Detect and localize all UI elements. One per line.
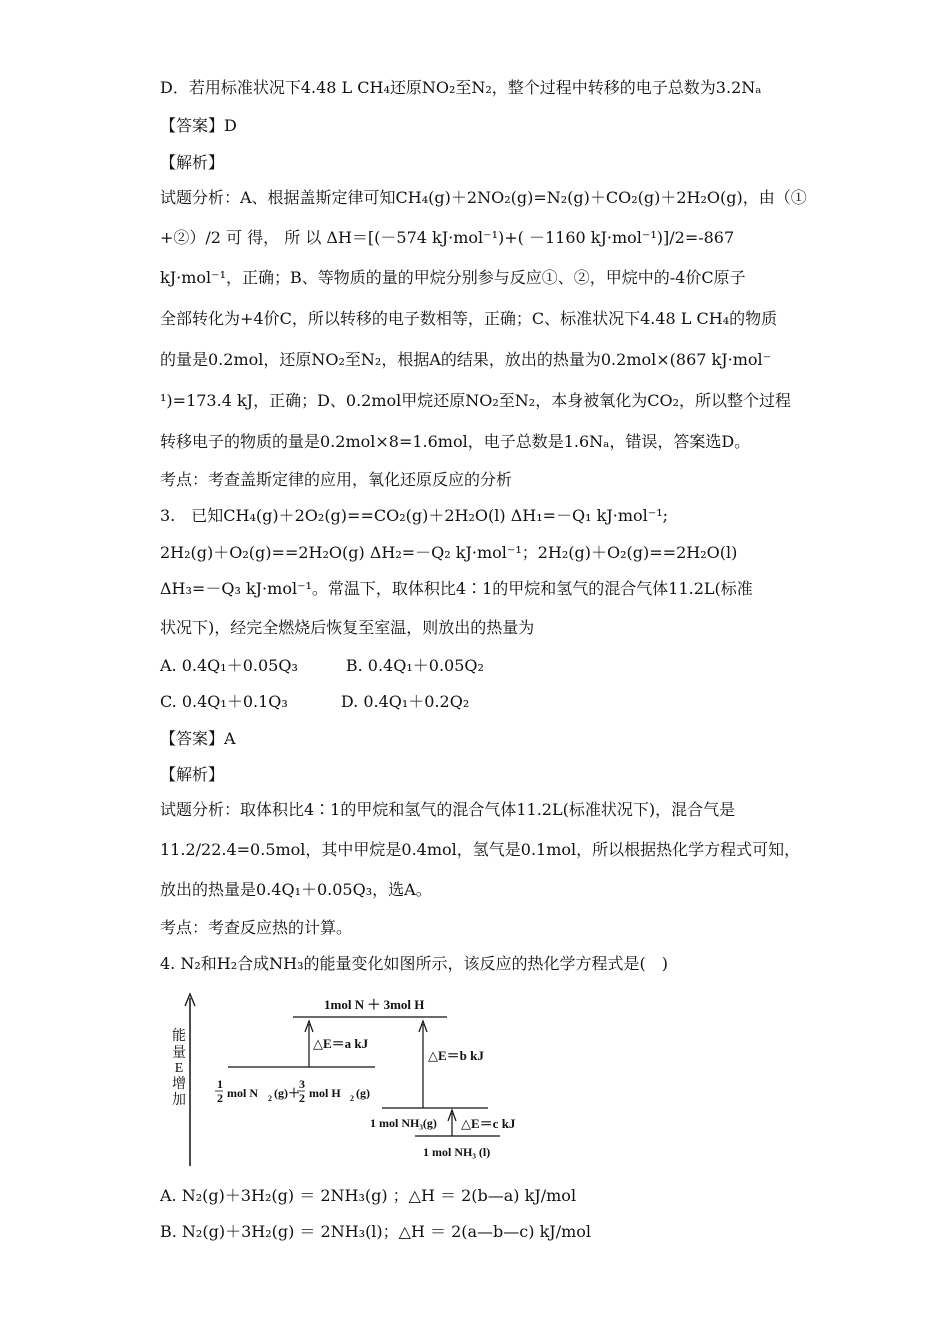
svg-text:mol H: mol H [309, 1086, 341, 1100]
svg-text:E: E [174, 1061, 184, 1076]
svg-text:2: 2 [350, 1094, 354, 1103]
delta-label-b: △E＝b kJ [428, 1048, 484, 1063]
svg-text:能: 能 [172, 1029, 186, 1044]
svg-text:(g): (g) [356, 1086, 370, 1100]
energy-diagram [160, 990, 560, 1170]
question-3-line: 3. 已知CH₄(g)＋2O₂(g)==CO₂(g)＋2H₂O(l) ΔH₁=－Q₁ kJ·mol⁻¹; [160, 506, 669, 525]
analysis-text-line: 试题分析：取体积比4∶1的甲烷和氢气的混合气体11.2L(标准状况下)，混合气是 [160, 800, 736, 819]
svg-text:1: 1 [217, 1077, 223, 1091]
svg-text:2: 2 [299, 1091, 305, 1105]
y-axis-label [172, 1027, 186, 1108]
question-3-line: 2H₂(g)＋O₂(g)==2H₂O(g) ΔH₂=－Q₂ kJ·mol⁻¹；2H₂(g)＋O₂(g)==2H₂O(l) [160, 543, 738, 562]
svg-text:加: 加 [172, 1093, 186, 1108]
analysis-text-line: kJ·mol⁻¹，正确；B、等物质的量的甲烷分别参与反应①、②，甲烷中的-4价C原子 [160, 268, 746, 287]
analysis-text-line: 试题分析：A、根据盖斯定律可知CH₄(g)＋2NO₂(g)=N₂(g)＋CO₂(g)＋2H₂O(g)，由（① [160, 188, 807, 207]
analysis-text-line: ¹)=173.4 kJ，正确；D、0.2mol甲烷还原NO₂至N₂，本身被氧化为CO₂，所以整个过程 [160, 391, 791, 410]
option-d-line: D．若用标准状况下4.48 L CH₄还原NO₂至N₂，整个过程中转移的电子总数为3.2Nₐ [160, 78, 762, 97]
analysis-text-line: 放出的热量是0.4Q₁＋0.05Q₃，选A。 [160, 880, 432, 899]
option-a-line: A. N₂(g)＋3H₂(g) ＝ 2NH₃(g) ；△H ＝ 2(b—a) kJ/mol [160, 1186, 577, 1205]
key-point-line: 考点：考查盖斯定律的应用，氧化还原反应的分析 [160, 470, 513, 489]
svg-text:增: 增 [172, 1077, 186, 1092]
svg-text:mol N: mol N [227, 1086, 258, 1100]
svg-text:2: 2 [217, 1091, 223, 1105]
option-b-line: B. N₂(g)＋3H₂(g) ＝ 2NH₃(l)；△H ＝ 2(a—b—c) kJ/mol [160, 1222, 592, 1241]
question-4-line: 4. N₂和H₂合成NH₃的能量变化如图所示，该反应的热化学方程式是( ) [160, 954, 668, 973]
analysis-text-line: +②）/2 可 得， 所 以 ΔH＝[(－574 kJ·mol⁻¹)+( －1160 kJ·mol⁻¹)]/2=-867 [160, 228, 735, 247]
analysis-text-line: 11.2/22.4=0.5mol，其中甲烷是0.4mol，氢气是0.1mol，所以根据热化学方程式可知， [160, 840, 801, 859]
analysis-text-line: 转移电子的物质的量是0.2mol×8=1.6mol，电子总数是1.6Nₐ，错误，答案选D。 [160, 432, 751, 451]
svg-text:(g)＋: (g)＋ [274, 1086, 300, 1100]
svg-text:量: 量 [172, 1046, 186, 1061]
analysis-label: 【解析】 [160, 153, 225, 172]
options-cd-line: C. 0.4Q₁＋0.1Q₃ D. 0.4Q₁＋0.2Q₂ [160, 692, 470, 711]
analysis-label: 【解析】 [160, 765, 225, 784]
question-3-line: 状况下)，经完全燃烧后恢复至室温，则放出的热量为 [160, 618, 535, 637]
level-label-nh3-liquid: 1 mol NH₃ (l) [423, 1145, 491, 1159]
level-label-reactants [215, 1077, 370, 1105]
delta-label-c: △E＝c kJ [461, 1116, 516, 1131]
analysis-text-line: 的量是0.2mol，还原NO₂至N₂，根据A的结果，放出的热量为0.2mol×(867 kJ·mol⁻ [160, 350, 772, 369]
svg-text:2: 2 [268, 1094, 272, 1103]
key-point-line: 考点：考查反应热的计算。 [160, 918, 353, 937]
level-label-nh3-gas: 1 mol NH₃(g) [370, 1116, 437, 1130]
svg-text:3: 3 [299, 1077, 305, 1091]
level-label-atoms: 1mol N ＋ 3mol H [324, 997, 425, 1012]
answer-label: 【答案】D [160, 116, 237, 135]
analysis-text-line: 全部转化为+4价C，所以转移的电子数相等，正确；C、标准状况下4.48 L CH₄的物质 [160, 309, 778, 328]
question-3-line: ΔH₃=－Q₃ kJ·mol⁻¹。常温下，取体积比4∶1的甲烷和氢气的混合气体11.2L(标准 [160, 579, 753, 598]
answer-label: 【答案】A [160, 729, 236, 748]
delta-label-a: △E＝a kJ [313, 1036, 369, 1051]
options-ab-line: A. 0.4Q₁＋0.05Q₃ B. 0.4Q₁＋0.05Q₂ [160, 656, 484, 675]
